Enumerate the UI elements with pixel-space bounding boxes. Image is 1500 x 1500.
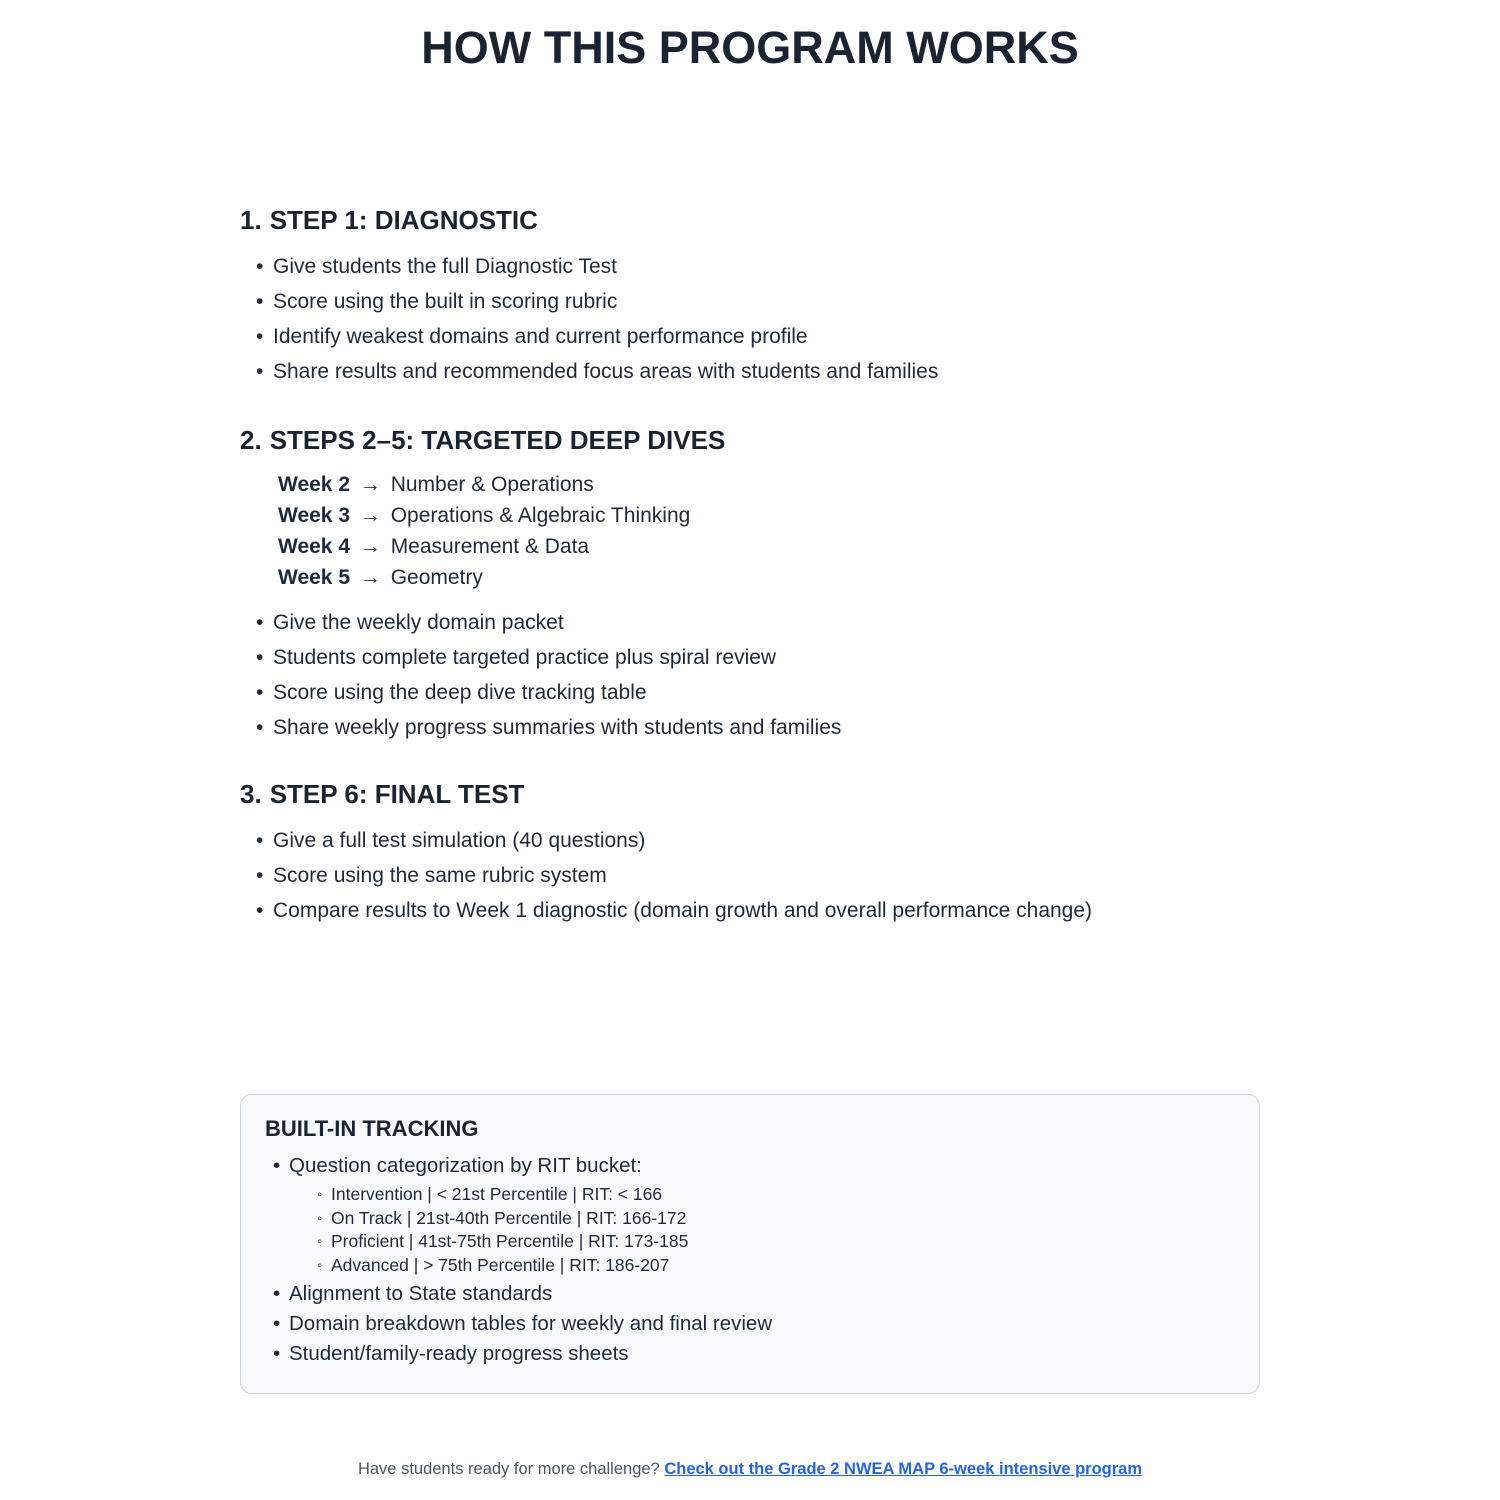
arrow-right-icon: → [359, 566, 381, 589]
list-item: • Domain breakdown tables for weekly and final review [273, 1309, 1235, 1339]
built-in-tracking-panel [240, 1094, 1260, 1394]
rit-bucket-item: ◦ On Track | 21st-40th Percentile | RIT: 166-172 [317, 1207, 1235, 1231]
list-item [273, 1151, 1235, 1277]
section-heading-text: STEPS 2–5: TARGETED DEEP DIVES [269, 425, 726, 455]
list-item: • Students complete targeted practice plus spiral review [256, 640, 1260, 675]
section-heading [240, 779, 1260, 809]
week-label: Week 4 [278, 535, 350, 558]
tracking-panel-heading: BUILT-IN TRACKING [265, 1116, 479, 1141]
bullet-list [240, 605, 1260, 745]
section-heading-text: STEP 1: DIAGNOSTIC [269, 205, 538, 235]
list-item: • Share weekly progress summaries with students and families [256, 710, 1260, 745]
page-title: HOW THIS PROGRAM WORKS [421, 22, 1079, 73]
section-step-6-final-test [240, 779, 1260, 928]
arrow-right-icon: → [359, 535, 381, 558]
week-topic: Measurement & Data [390, 535, 590, 558]
section-step-1-diagnostic [240, 205, 1260, 389]
list-item: • Compare results to Week 1 diagnostic (domain growth and overall performance change) [256, 893, 1260, 928]
list-item: • Score using the same rubric system [256, 858, 1260, 893]
week-item [278, 500, 1260, 531]
week-label: Week 3 [278, 504, 350, 527]
list-item: • Score using the deep dive tracking table [256, 675, 1260, 710]
rit-bucket-item: ◦ Proficient | 41st-75th Percentile | RIT: 173-185 [317, 1230, 1235, 1254]
rit-bucket-list [289, 1183, 1235, 1277]
grade-2-program-link[interactable]: Check out the Grade 2 NWEA MAP 6-week intensive program [664, 1460, 1143, 1478]
section-number: 3. [240, 779, 262, 809]
week-schedule-list [240, 469, 1260, 593]
list-item: • Give a full test simulation (40 questions) [256, 823, 1260, 858]
arrow-right-icon: → [359, 504, 381, 527]
section-number: 2. [240, 425, 262, 455]
week-topic: Operations & Algebraic Thinking [390, 504, 691, 527]
main-content [240, 205, 1260, 1480]
bullet-list [240, 823, 1260, 928]
bullet-list [240, 249, 1260, 389]
week-label: Week 2 [278, 473, 350, 496]
rit-bucket-item: ◦ Intervention | < 21st Percentile | RIT: < 166 [317, 1183, 1235, 1207]
arrow-right-icon: → [359, 473, 381, 496]
list-item: • Give the weekly domain packet [256, 605, 1260, 640]
rit-bucket-lead: Question categorization by RIT bucket: [289, 1154, 642, 1177]
week-topic: Geometry [390, 566, 483, 589]
week-label: Week 5 [278, 566, 350, 589]
list-item: • Share results and recommended focus areas with students and families [256, 354, 1260, 389]
section-heading [240, 425, 1260, 455]
week-item [278, 469, 1260, 500]
footer [240, 1458, 1260, 1480]
week-topic: Number & Operations [390, 473, 594, 496]
section-number: 1. [240, 205, 262, 235]
section-heading [240, 205, 1260, 235]
week-item [278, 531, 1260, 562]
rit-bucket-item: ◦ Advanced | > 75th Percentile | RIT: 186-207 [317, 1254, 1235, 1278]
list-item: • Score using the built in scoring rubric [256, 284, 1260, 319]
tracking-bullet-list [265, 1151, 1235, 1369]
footer-prompt: Have students ready for more challenge? [357, 1460, 660, 1478]
list-item: • Student/family-ready progress sheets [273, 1339, 1235, 1369]
list-item: • Give students the full Diagnostic Test [256, 249, 1260, 284]
list-item: • Alignment to State standards [273, 1279, 1235, 1309]
section-steps-2-5-deep-dives [240, 425, 1260, 745]
week-item [278, 562, 1260, 593]
list-item: • Identify weakest domains and current performance profile [256, 319, 1260, 354]
section-heading-text: STEP 6: FINAL TEST [269, 779, 525, 809]
